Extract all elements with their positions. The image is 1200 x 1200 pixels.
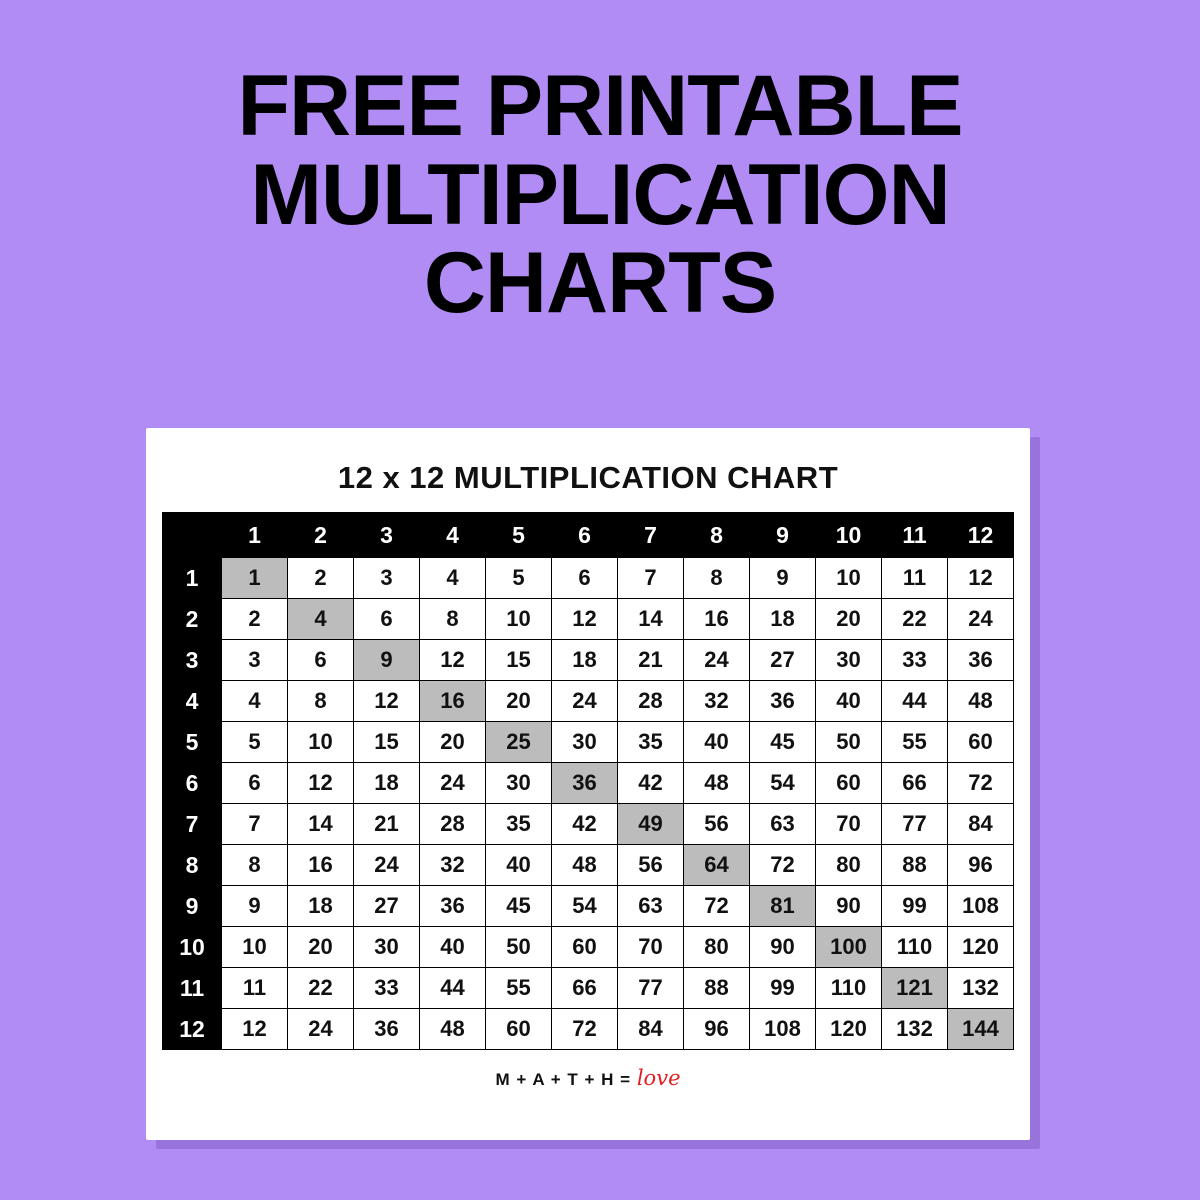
product-cell: 84 bbox=[948, 804, 1014, 845]
product-cell: 99 bbox=[882, 886, 948, 927]
table-row bbox=[163, 558, 1014, 599]
product-cell: 32 bbox=[684, 681, 750, 722]
product-cell: 42 bbox=[552, 804, 618, 845]
product-cell: 30 bbox=[354, 927, 420, 968]
product-cell: 8 bbox=[420, 599, 486, 640]
product-cell: 15 bbox=[354, 722, 420, 763]
headline-line-2: MULTIPLICATION bbox=[250, 146, 950, 243]
product-cell: 3 bbox=[354, 558, 420, 599]
table-header-row bbox=[163, 513, 1014, 558]
multiplication-table bbox=[162, 512, 1014, 1050]
brand-footer-text: M + A + T + H = bbox=[495, 1070, 632, 1089]
product-cell: 40 bbox=[684, 722, 750, 763]
product-cell: 120 bbox=[948, 927, 1014, 968]
headline-line-1: FREE PRINTABLE bbox=[237, 58, 963, 154]
product-cell: 12 bbox=[948, 558, 1014, 599]
product-cell: 132 bbox=[882, 1009, 948, 1050]
product-cell: 4 bbox=[222, 681, 288, 722]
table-row bbox=[163, 1009, 1014, 1050]
table-row bbox=[163, 845, 1014, 886]
product-cell: 14 bbox=[288, 804, 354, 845]
product-cell-highlighted: 4 bbox=[288, 599, 354, 640]
product-cell: 12 bbox=[552, 599, 618, 640]
product-cell: 108 bbox=[948, 886, 1014, 927]
product-cell: 60 bbox=[816, 763, 882, 804]
headline-line-3: CHARTS bbox=[423, 235, 777, 332]
table-row bbox=[163, 927, 1014, 968]
product-cell: 22 bbox=[882, 599, 948, 640]
product-cell: 90 bbox=[750, 927, 816, 968]
product-cell: 10 bbox=[486, 599, 552, 640]
product-cell: 24 bbox=[354, 845, 420, 886]
row-header: 10 bbox=[163, 927, 222, 968]
table-row bbox=[163, 886, 1014, 927]
product-cell: 36 bbox=[948, 640, 1014, 681]
table-row bbox=[163, 599, 1014, 640]
brand-footer bbox=[146, 1066, 1030, 1090]
product-cell: 55 bbox=[882, 722, 948, 763]
product-cell: 48 bbox=[552, 845, 618, 886]
product-cell: 35 bbox=[618, 722, 684, 763]
row-header: 8 bbox=[163, 845, 222, 886]
product-cell: 12 bbox=[354, 681, 420, 722]
product-cell: 36 bbox=[420, 886, 486, 927]
product-cell: 108 bbox=[750, 1009, 816, 1050]
product-cell: 40 bbox=[486, 845, 552, 886]
row-header: 11 bbox=[163, 968, 222, 1009]
product-cell: 44 bbox=[420, 968, 486, 1009]
product-cell: 77 bbox=[618, 968, 684, 1009]
product-cell: 90 bbox=[816, 886, 882, 927]
product-cell: 20 bbox=[288, 927, 354, 968]
product-cell: 132 bbox=[948, 968, 1014, 1009]
product-cell: 80 bbox=[816, 845, 882, 886]
column-header: 3 bbox=[354, 513, 420, 558]
product-cell: 18 bbox=[288, 886, 354, 927]
column-header: 2 bbox=[288, 513, 354, 558]
product-cell: 6 bbox=[354, 599, 420, 640]
product-cell: 48 bbox=[420, 1009, 486, 1050]
product-cell-highlighted: 121 bbox=[882, 968, 948, 1009]
table-body bbox=[163, 558, 1014, 1050]
product-cell: 10 bbox=[288, 722, 354, 763]
product-cell: 77 bbox=[882, 804, 948, 845]
product-cell: 18 bbox=[354, 763, 420, 804]
table-corner-cell bbox=[163, 513, 222, 558]
brand-footer-script: love bbox=[636, 1066, 681, 1090]
product-cell: 24 bbox=[552, 681, 618, 722]
product-cell: 63 bbox=[618, 886, 684, 927]
product-cell: 72 bbox=[948, 763, 1014, 804]
product-cell-highlighted: 49 bbox=[618, 804, 684, 845]
product-cell: 12 bbox=[288, 763, 354, 804]
product-cell: 24 bbox=[684, 640, 750, 681]
product-cell: 32 bbox=[420, 845, 486, 886]
column-header: 12 bbox=[948, 513, 1014, 558]
column-header: 4 bbox=[420, 513, 486, 558]
column-header: 5 bbox=[486, 513, 552, 558]
product-cell: 40 bbox=[816, 681, 882, 722]
product-cell: 16 bbox=[288, 845, 354, 886]
product-cell: 54 bbox=[552, 886, 618, 927]
product-cell: 40 bbox=[420, 927, 486, 968]
product-cell: 11 bbox=[882, 558, 948, 599]
product-cell: 36 bbox=[354, 1009, 420, 1050]
product-cell: 18 bbox=[552, 640, 618, 681]
product-cell: 70 bbox=[618, 927, 684, 968]
column-header: 7 bbox=[618, 513, 684, 558]
product-cell: 27 bbox=[750, 640, 816, 681]
product-cell-highlighted: 64 bbox=[684, 845, 750, 886]
product-cell: 20 bbox=[420, 722, 486, 763]
product-cell: 24 bbox=[948, 599, 1014, 640]
product-cell-highlighted: 36 bbox=[552, 763, 618, 804]
product-cell-highlighted: 144 bbox=[948, 1009, 1014, 1050]
multiplication-chart-card bbox=[146, 428, 1030, 1140]
product-cell: 27 bbox=[354, 886, 420, 927]
product-cell: 48 bbox=[684, 763, 750, 804]
product-cell: 6 bbox=[222, 763, 288, 804]
product-cell-highlighted: 100 bbox=[816, 927, 882, 968]
product-cell: 44 bbox=[882, 681, 948, 722]
product-cell: 15 bbox=[486, 640, 552, 681]
column-header: 8 bbox=[684, 513, 750, 558]
product-cell: 72 bbox=[552, 1009, 618, 1050]
product-cell: 84 bbox=[618, 1009, 684, 1050]
product-cell: 48 bbox=[948, 681, 1014, 722]
product-cell: 56 bbox=[684, 804, 750, 845]
product-cell: 30 bbox=[486, 763, 552, 804]
product-cell: 54 bbox=[750, 763, 816, 804]
row-header: 3 bbox=[163, 640, 222, 681]
product-cell: 35 bbox=[486, 804, 552, 845]
product-cell-highlighted: 16 bbox=[420, 681, 486, 722]
product-cell: 24 bbox=[420, 763, 486, 804]
product-cell: 30 bbox=[552, 722, 618, 763]
product-cell: 21 bbox=[618, 640, 684, 681]
product-cell: 99 bbox=[750, 968, 816, 1009]
row-header: 1 bbox=[163, 558, 222, 599]
product-cell: 63 bbox=[750, 804, 816, 845]
product-cell: 45 bbox=[486, 886, 552, 927]
row-header: 2 bbox=[163, 599, 222, 640]
product-cell: 50 bbox=[816, 722, 882, 763]
product-cell-highlighted: 81 bbox=[750, 886, 816, 927]
product-cell: 22 bbox=[288, 968, 354, 1009]
product-cell: 72 bbox=[684, 886, 750, 927]
product-cell: 20 bbox=[486, 681, 552, 722]
product-cell: 21 bbox=[354, 804, 420, 845]
product-cell: 7 bbox=[618, 558, 684, 599]
product-cell: 12 bbox=[222, 1009, 288, 1050]
product-cell: 24 bbox=[288, 1009, 354, 1050]
product-cell: 9 bbox=[222, 886, 288, 927]
product-cell: 3 bbox=[222, 640, 288, 681]
product-cell: 28 bbox=[420, 804, 486, 845]
table-row bbox=[163, 968, 1014, 1009]
product-cell: 18 bbox=[750, 599, 816, 640]
product-cell: 33 bbox=[354, 968, 420, 1009]
row-header: 7 bbox=[163, 804, 222, 845]
product-cell: 8 bbox=[288, 681, 354, 722]
product-cell-highlighted: 9 bbox=[354, 640, 420, 681]
chart-title: 12 x 12 MULTIPLICATION CHART bbox=[337, 460, 839, 495]
product-cell: 72 bbox=[750, 845, 816, 886]
product-cell: 55 bbox=[486, 968, 552, 1009]
product-cell: 66 bbox=[882, 763, 948, 804]
product-cell: 9 bbox=[750, 558, 816, 599]
product-cell: 120 bbox=[816, 1009, 882, 1050]
product-cell: 6 bbox=[552, 558, 618, 599]
product-cell: 60 bbox=[948, 722, 1014, 763]
table-row bbox=[163, 681, 1014, 722]
column-header: 9 bbox=[750, 513, 816, 558]
table-row bbox=[163, 640, 1014, 681]
product-cell: 7 bbox=[222, 804, 288, 845]
product-cell: 45 bbox=[750, 722, 816, 763]
product-cell: 50 bbox=[486, 927, 552, 968]
row-header: 9 bbox=[163, 886, 222, 927]
product-cell: 5 bbox=[486, 558, 552, 599]
product-cell: 4 bbox=[420, 558, 486, 599]
table-row bbox=[163, 804, 1014, 845]
table-row bbox=[163, 763, 1014, 804]
product-cell: 8 bbox=[684, 558, 750, 599]
product-cell: 110 bbox=[882, 927, 948, 968]
product-cell: 88 bbox=[882, 845, 948, 886]
product-cell: 16 bbox=[684, 599, 750, 640]
product-cell: 70 bbox=[816, 804, 882, 845]
product-cell: 96 bbox=[948, 845, 1014, 886]
row-header: 12 bbox=[163, 1009, 222, 1050]
column-header: 1 bbox=[222, 513, 288, 558]
product-cell: 11 bbox=[222, 968, 288, 1009]
product-cell: 12 bbox=[420, 640, 486, 681]
product-cell: 66 bbox=[552, 968, 618, 1009]
product-cell: 14 bbox=[618, 599, 684, 640]
chart-table-wrapper bbox=[162, 512, 1014, 1050]
column-header: 6 bbox=[552, 513, 618, 558]
row-header: 4 bbox=[163, 681, 222, 722]
row-header: 6 bbox=[163, 763, 222, 804]
product-cell: 80 bbox=[684, 927, 750, 968]
product-cell: 28 bbox=[618, 681, 684, 722]
product-cell: 30 bbox=[816, 640, 882, 681]
product-cell: 56 bbox=[618, 845, 684, 886]
column-header: 11 bbox=[882, 513, 948, 558]
product-cell: 110 bbox=[816, 968, 882, 1009]
product-cell: 2 bbox=[288, 558, 354, 599]
product-cell: 2 bbox=[222, 599, 288, 640]
product-cell: 60 bbox=[486, 1009, 552, 1050]
product-cell: 60 bbox=[552, 927, 618, 968]
product-cell: 96 bbox=[684, 1009, 750, 1050]
product-cell: 20 bbox=[816, 599, 882, 640]
table-row bbox=[163, 722, 1014, 763]
product-cell: 10 bbox=[816, 558, 882, 599]
product-cell: 8 bbox=[222, 845, 288, 886]
product-cell: 42 bbox=[618, 763, 684, 804]
product-cell: 6 bbox=[288, 640, 354, 681]
product-cell: 10 bbox=[222, 927, 288, 968]
product-cell-highlighted: 1 bbox=[222, 558, 288, 599]
column-header: 10 bbox=[816, 513, 882, 558]
product-cell-highlighted: 25 bbox=[486, 722, 552, 763]
product-cell: 33 bbox=[882, 640, 948, 681]
page-title bbox=[0, 58, 1200, 332]
row-header: 5 bbox=[163, 722, 222, 763]
product-cell: 36 bbox=[750, 681, 816, 722]
product-cell: 5 bbox=[222, 722, 288, 763]
product-cell: 88 bbox=[684, 968, 750, 1009]
